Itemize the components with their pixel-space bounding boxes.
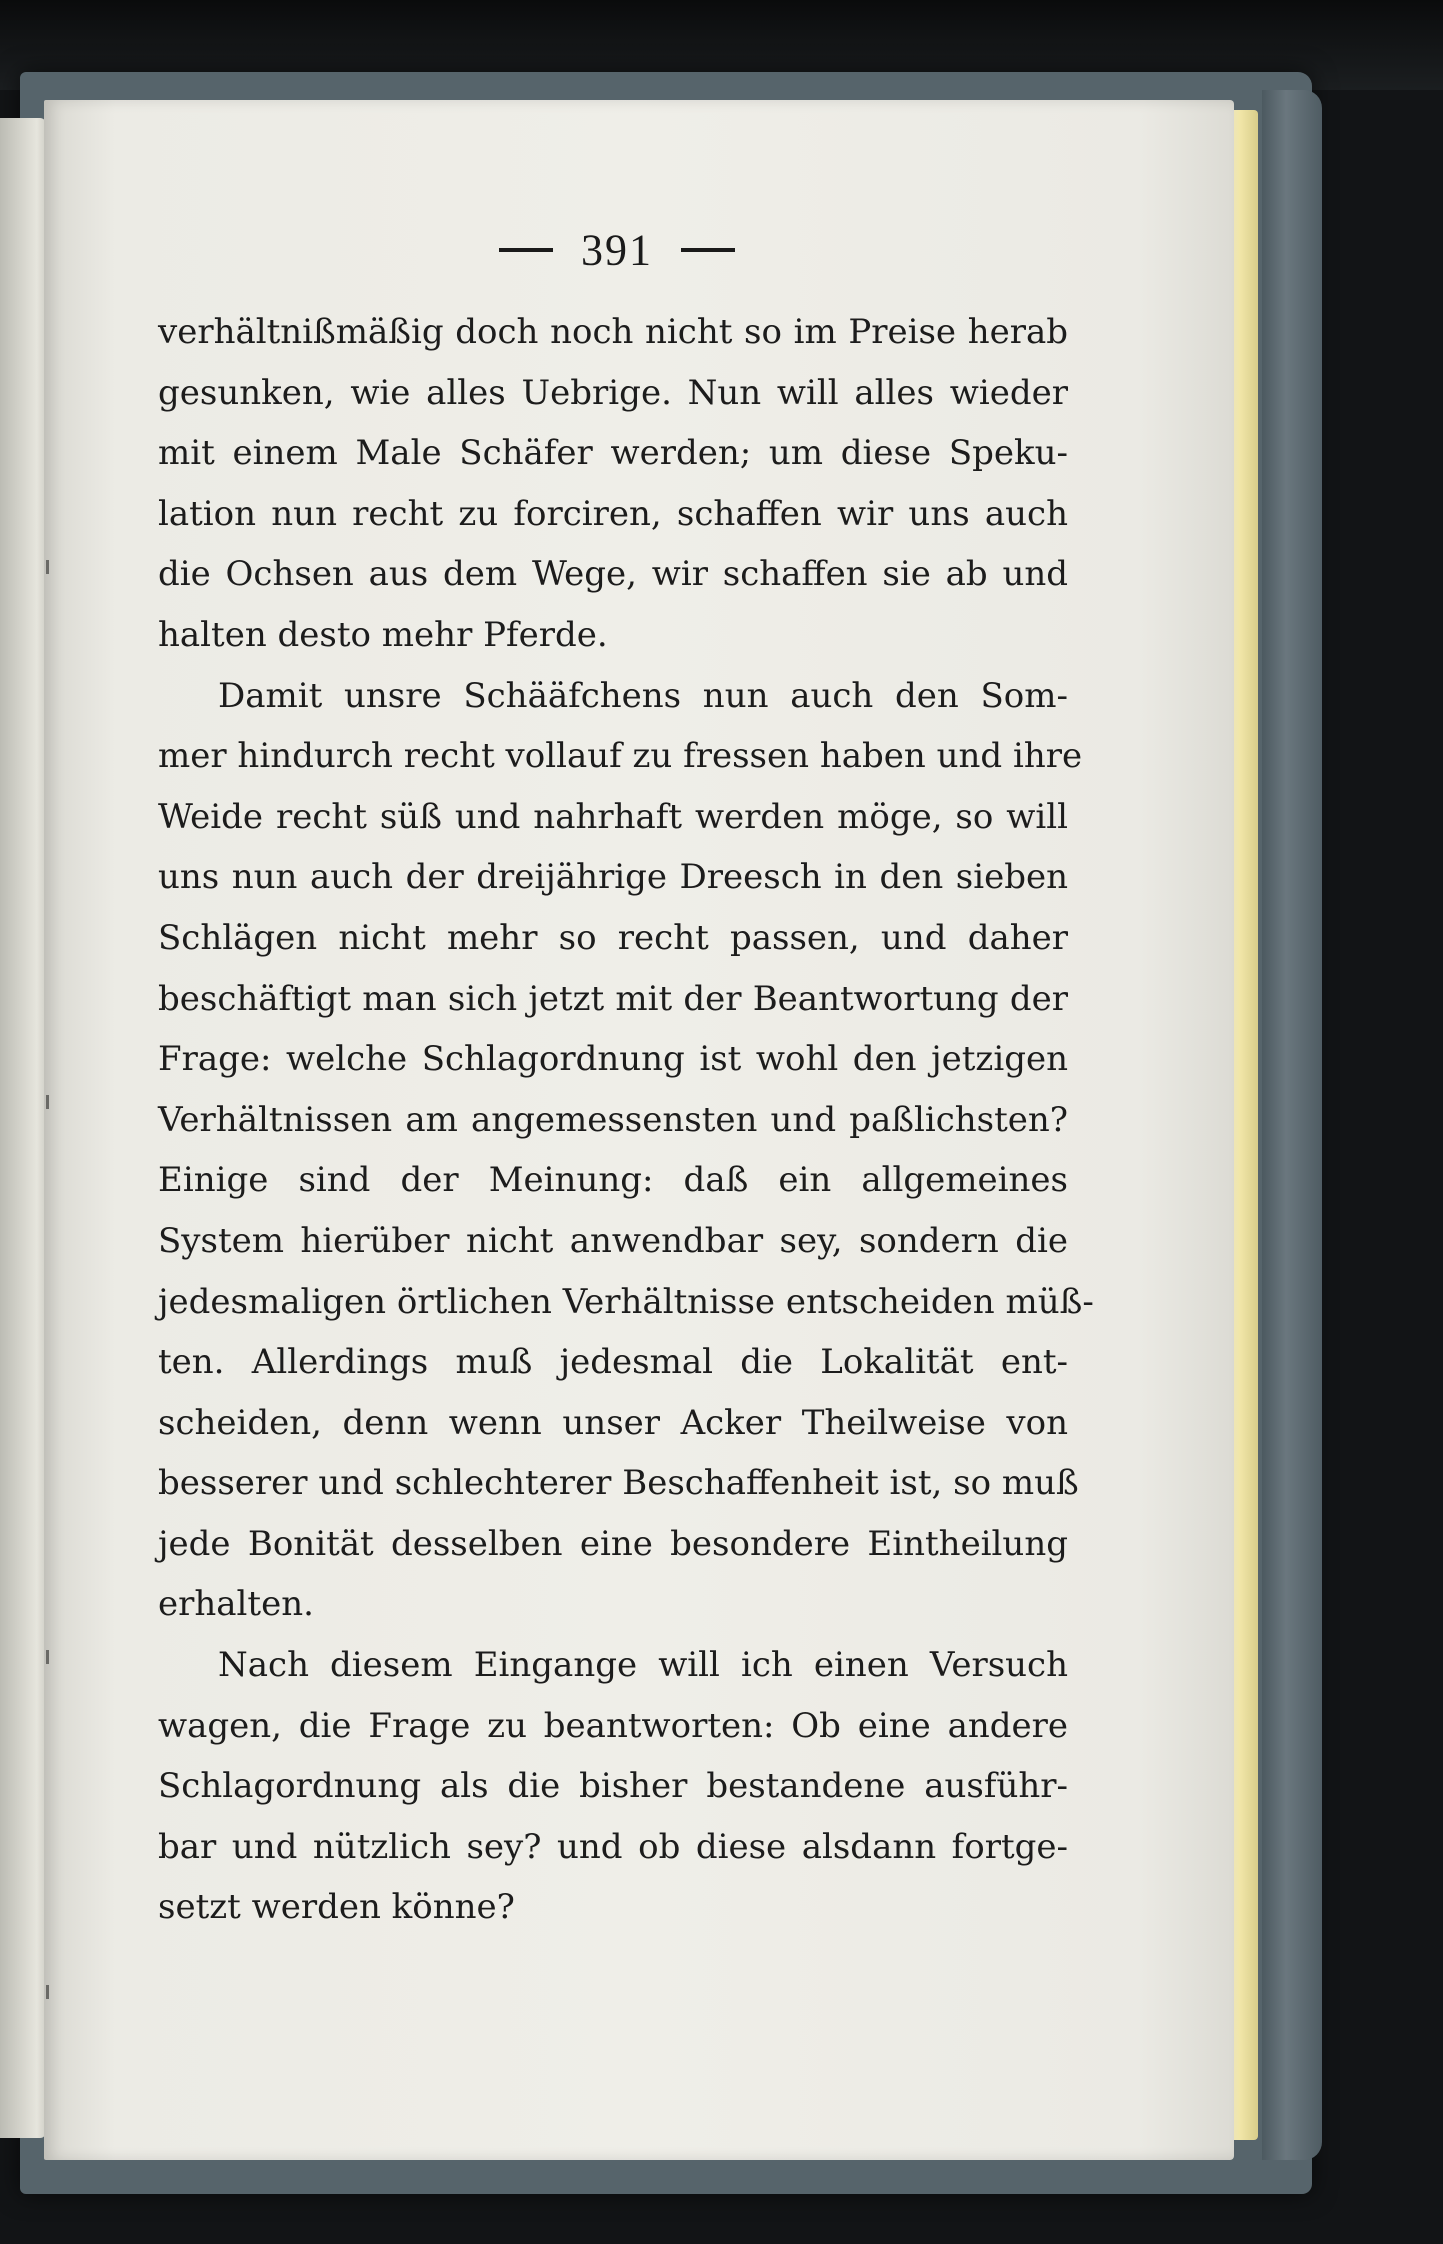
text-line: Einige sind der Meinung: daß ein allgemeines — [158, 1160, 1068, 1201]
text-line: ten. Allerdings muß jedesmal die Lokalität ent- — [158, 1342, 1068, 1383]
running-head — [0, 220, 1234, 275]
text-line: wagen, die Frage zu beantworten: Ob eine andere — [158, 1705, 1068, 1746]
text-line: halten desto mehr Pferde. — [158, 614, 608, 655]
book-cover-edge — [1262, 90, 1322, 2160]
text-line: setzt werden könne? — [158, 1887, 515, 1928]
text-line: Weide recht süß und nahrhaft werden möge, so will — [158, 796, 1068, 837]
text-line: mer hindurch recht vollauf zu fressen haben und ihre — [158, 736, 1083, 777]
text-line: jede Bonität desselben eine besondere Eintheilung — [158, 1523, 1068, 1564]
text-line: jedesmaligen örtlichen Verhältnisse entscheiden müß- — [158, 1281, 1094, 1322]
text-line: beschäftigt man sich jetzt mit der Beantwortung der — [158, 978, 1068, 1019]
text-line: besserer und schlechterer Beschaffenheit ist, so muß — [158, 1463, 1079, 1504]
text-line: Schlägen nicht mehr so recht passen, und daher — [158, 917, 1068, 958]
spine-mark — [46, 1985, 49, 1999]
body-text — [158, 302, 1094, 1938]
text-line: erhalten. — [158, 1584, 314, 1625]
page-number: 391 — [581, 225, 653, 275]
spine-mark — [46, 1650, 49, 1664]
text-line: verhältnißmäßig doch noch nicht so im Preise herab — [158, 312, 1068, 352]
text-line: uns nun auch der dreijährige Dreesch in den sieben — [158, 857, 1068, 898]
text-line: gesunken, wie alles Uebrige. Nun will alles wieder — [158, 372, 1068, 413]
text-line: Damit unsre Schääfchens nun auch den Som- — [218, 675, 1068, 716]
text-line: die Ochsen aus dem Wege, wir schaffen sie ab und — [158, 554, 1068, 595]
text-line: lation nun recht zu forciren, schaffen wir uns auch — [158, 493, 1068, 534]
text-line: Schlagordnung als die bisher bestandene ausführ- — [158, 1766, 1068, 1807]
text-line: System hierüber nicht anwendbar sey, sondern die — [158, 1220, 1068, 1261]
spine-mark — [46, 1095, 49, 1109]
text-line: Nach diesem Eingange will ich einen Versuch — [218, 1645, 1068, 1686]
text-line: Frage: welche Schlagordnung ist wohl den jetzigen — [158, 1039, 1068, 1080]
spine-mark — [46, 560, 49, 574]
text-line: bar und nützlich sey? und ob diese alsdann fortge- — [158, 1826, 1068, 1867]
text-line: Verhältnissen am angemessensten und paßlichsten? — [158, 1099, 1068, 1140]
text-line: scheiden, denn wenn unser Acker Theilweise von — [158, 1402, 1068, 1443]
dash-left — [499, 248, 553, 252]
dash-right — [681, 248, 735, 252]
text-line: mit einem Male Schäfer werden; um diese Speku- — [158, 433, 1068, 474]
left-page-edge — [0, 118, 46, 2138]
